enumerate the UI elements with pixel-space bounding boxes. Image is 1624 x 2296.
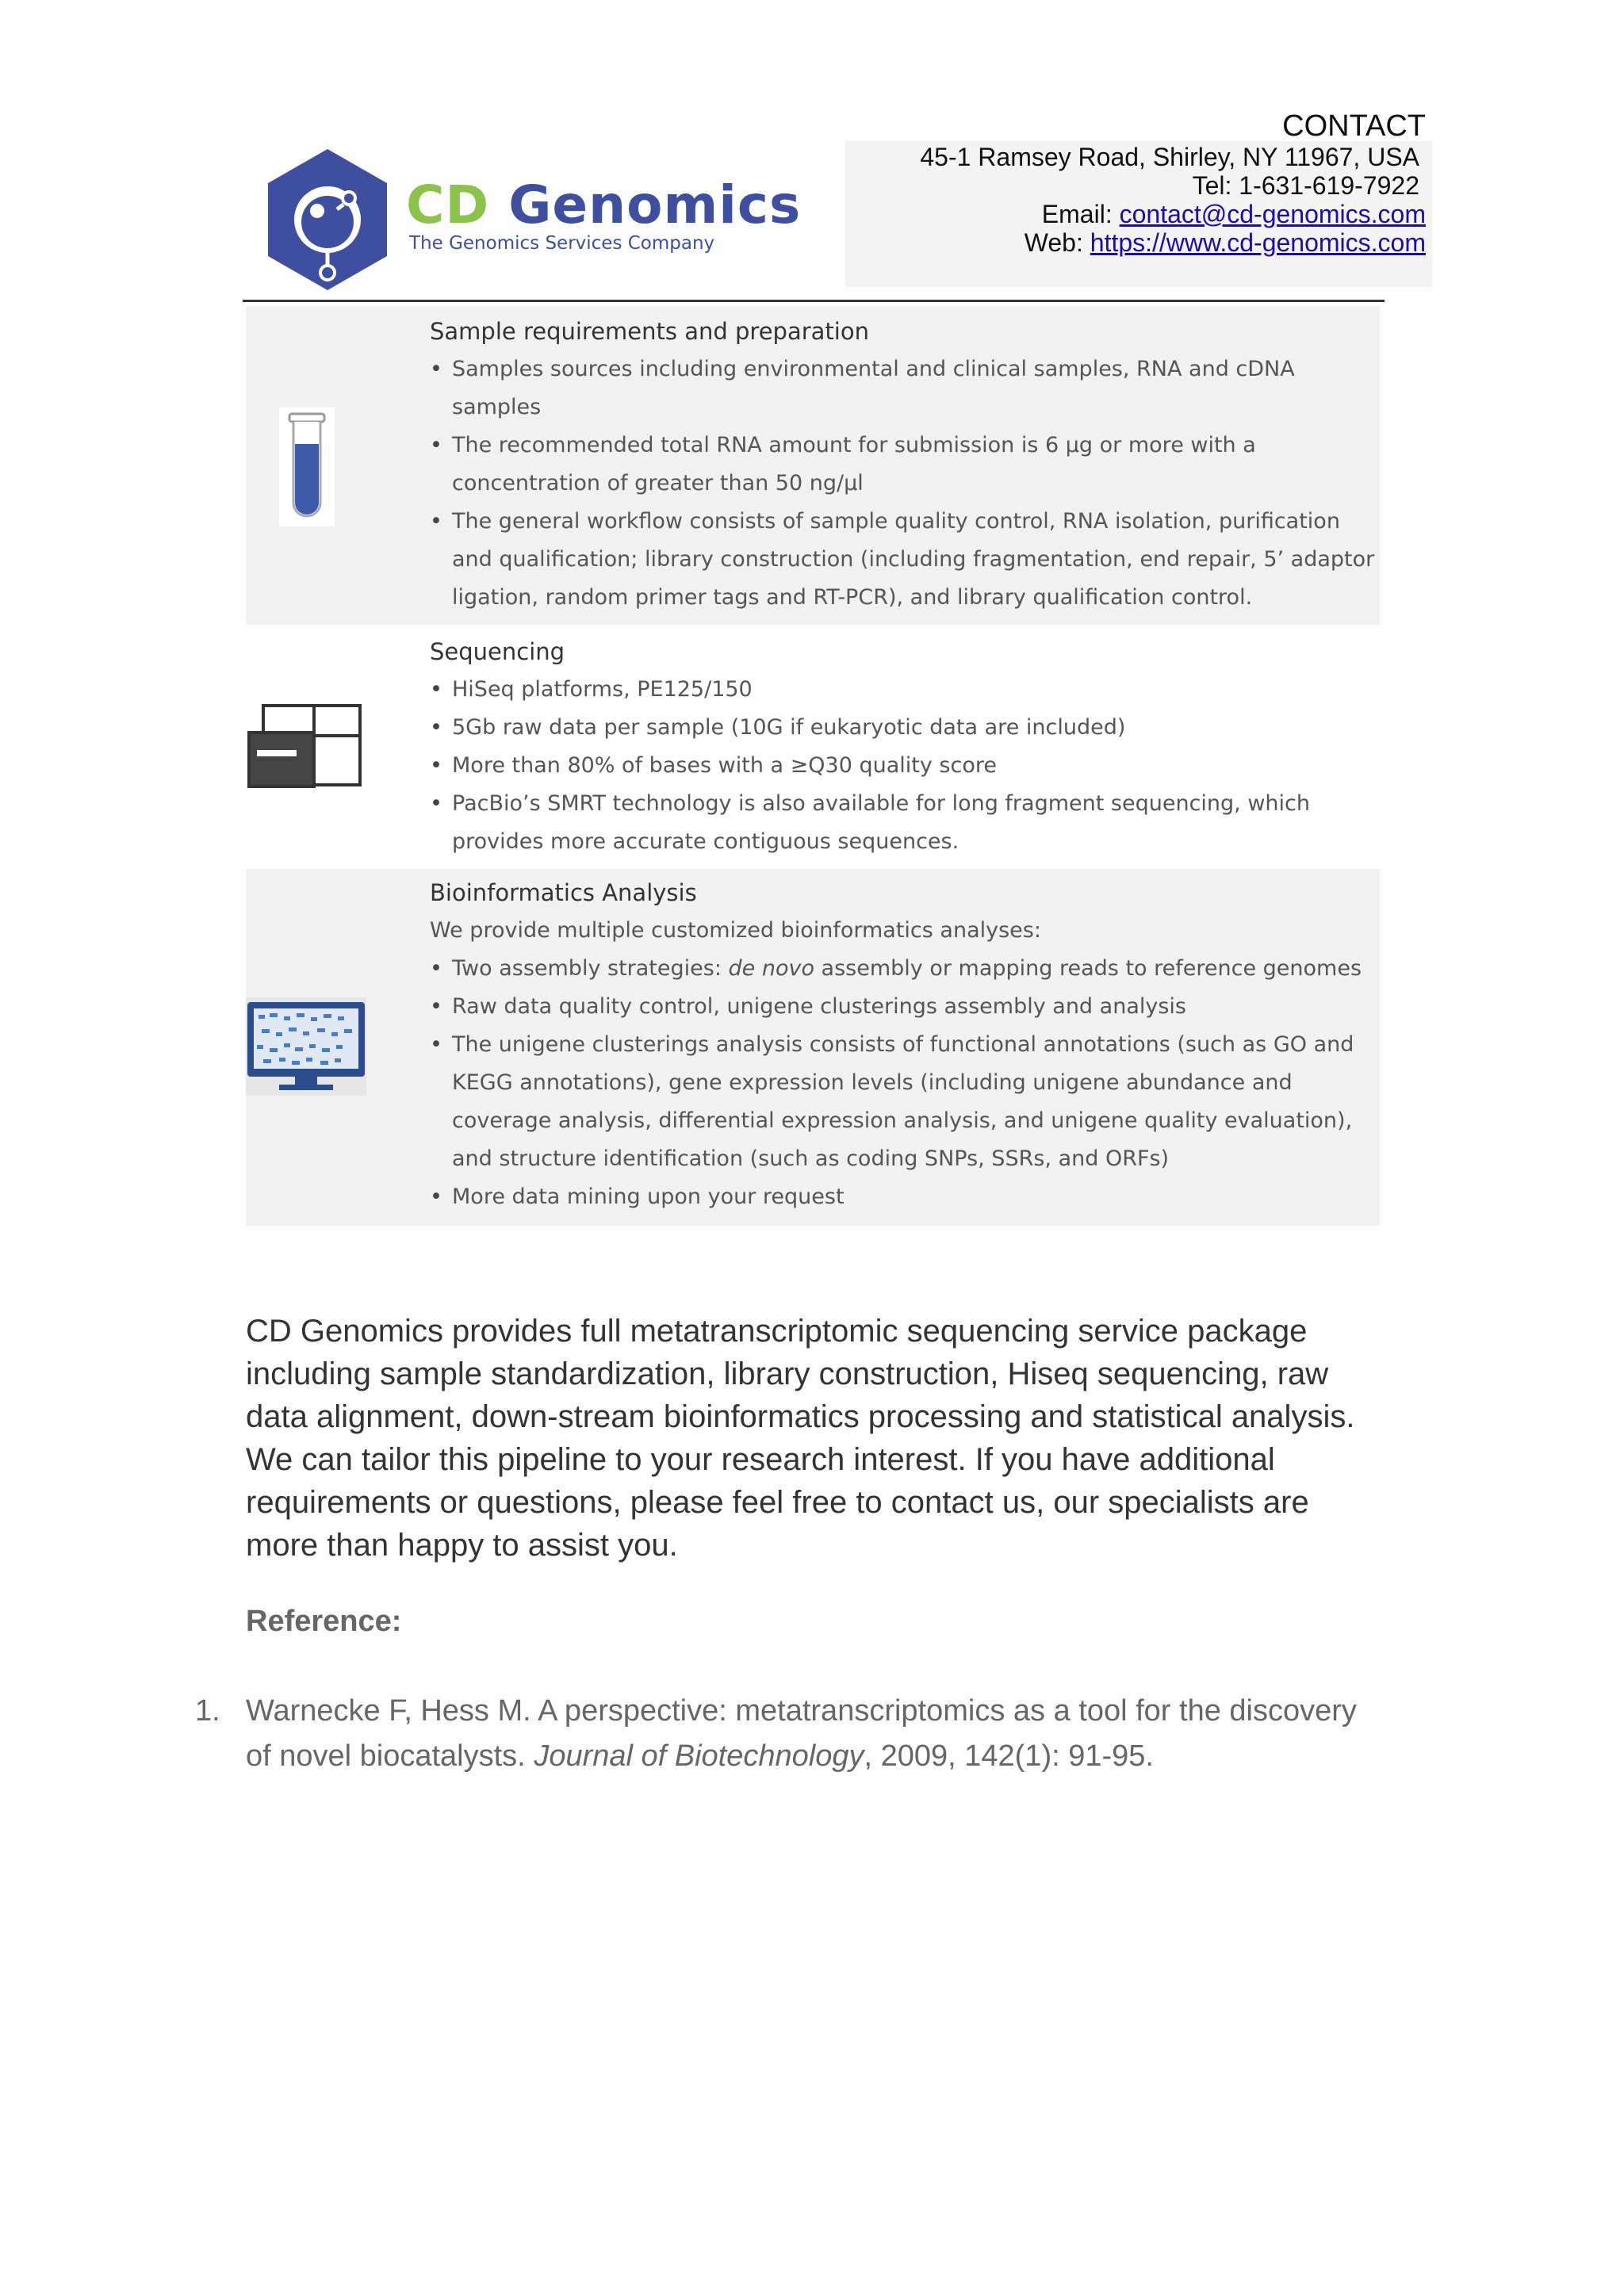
list-item: • Raw data quality control, unigene clusterings assembly and analysis — [430, 988, 1380, 1026]
panel-title-sample: Sample requirements and preparation — [430, 318, 869, 345]
panel-title-sequencing: Sequencing — [430, 638, 565, 665]
list-item: • The general workflow consists of sample quality control, RNA isolation, purification and qualification; library construction (including fragmentation, end repair, 5’ adaptor ligation, random primer tags and RT-PCR), and library qualification control. — [430, 503, 1380, 617]
contact-web-line — [1025, 228, 1426, 258]
panel-sequencing — [246, 626, 1380, 866]
reference-heading: Reference: — [246, 1605, 402, 1638]
item-suffix: assembly or mapping reads to reference genomes — [814, 956, 1362, 981]
reference-text — [246, 1689, 1380, 1779]
list-item: • PacBio’s SMRT technology is also available for long fragment sequencing, which provides more accurate contiguous sequences. — [430, 785, 1380, 861]
sequencer-icon — [246, 702, 363, 791]
contact-email-line — [1042, 200, 1426, 229]
reference-authors-title: Warnecke F, Hess M. A perspective: metatranscriptomics as a tool for the discovery of novel biocatalysts. — [246, 1694, 1357, 1773]
computer-monitor-icon — [246, 997, 366, 1096]
list-item: • The recommended total RNA amount for submission is 6 µg or more with a concentration of greater than 50 ng/µl — [430, 427, 1380, 503]
test-tube-icon — [279, 408, 335, 526]
panel-intro-bioinformatics: We provide multiple customized bioinformatics analyses: — [430, 918, 1041, 943]
logo-hexagon-icon — [260, 146, 395, 293]
panel-title-bioinformatics: Bioinformatics Analysis — [430, 879, 697, 906]
contact-web-link[interactable]: https://www.cd-genomics.com — [1090, 228, 1426, 257]
bioinformatics-list — [430, 950, 1380, 1216]
list-item: • 5Gb raw data per sample (10G if eukaryotic data are included) — [430, 709, 1380, 747]
sample-list — [430, 350, 1380, 617]
contact-title: CONTACT — [1282, 109, 1426, 143]
header-divider — [243, 300, 1385, 302]
list-item — [430, 950, 1380, 988]
contact-email-label: Email: — [1041, 200, 1120, 228]
list-item: • More data mining upon your request — [430, 1178, 1380, 1216]
contact-tel: Tel: 1-631-619-7922 — [1192, 171, 1419, 200]
panel-bioinformatics-body — [430, 874, 1380, 1216]
panel-sample-requirements — [246, 306, 1380, 625]
reference-journal: Journal of Biotechnology — [534, 1739, 864, 1773]
reference-details: , 2009, 142(1): 91-95. — [864, 1739, 1154, 1773]
list-item: • Samples sources including environmental and clinical samples, RNA and cDNA samples — [430, 350, 1380, 427]
contact-email-link[interactable]: contact@cd-genomics.com — [1119, 200, 1426, 228]
company-logo — [251, 141, 806, 295]
panel-sequencing-body — [430, 633, 1380, 861]
reference-number: 1. — [195, 1694, 220, 1728]
item-prefix: Two assembly strategies: — [452, 956, 729, 981]
list-item: • HiSeq platforms, PE125/150 — [430, 671, 1380, 709]
item-emphasis: de novo — [728, 956, 814, 981]
list-item: • The unigene clusterings analysis consists of functional annotations (such as GO and KEGG annotations), gene expression levels (including unigene abundance and coverage analysis, differential expression analysis, and unigene quality evaluation), and structure identification (such as coding SNPs, SSRs, and ORFs) — [430, 1026, 1380, 1178]
logo-wordmark — [406, 174, 801, 235]
sequencing-list — [430, 671, 1380, 861]
contact-web-label: Web: — [1024, 228, 1090, 257]
logo-tagline: The Genomics Services Company — [409, 233, 715, 254]
service-description: CD Genomics provides full metatranscriptomic sequencing service package including sample standardization, library construction, Hiseq sequencing, raw data alignment, down-stream bioinformatics processing and statistical analysis. We can tailor this pipeline to your research interest. If you have additional requirements or questions, please feel free to contact us, our specialists are more than happy to assist you. — [246, 1314, 1355, 1563]
panel-bioinformatics — [246, 869, 1380, 1226]
contact-address: 45-1 Ramsey Road, Shirley, NY 11967, USA — [920, 143, 1419, 171]
panel-sample-body — [430, 312, 1380, 617]
logo-cd: CD — [406, 174, 490, 235]
list-item: • More than 80% of bases with a ≥Q30 quality score — [430, 747, 1380, 785]
logo-genomics: Genomics — [508, 174, 802, 235]
